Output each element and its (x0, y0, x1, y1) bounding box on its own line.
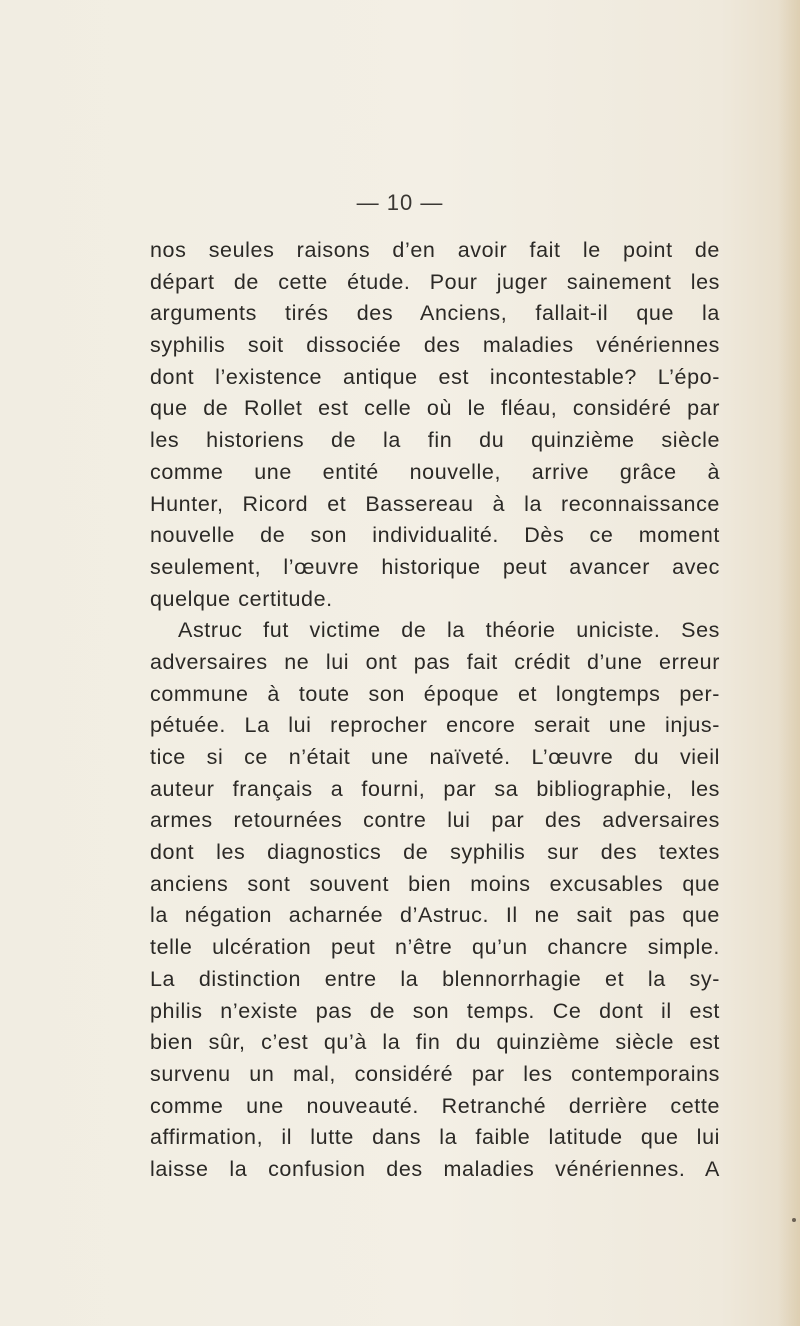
text-line: survenu un mal, considéré par les contemporains (150, 1061, 720, 1086)
text-line: nouvelle de son individualité. Dès ce moment (150, 523, 720, 548)
text-line: dont l’existence antique est incontestable? L’épo- (150, 364, 720, 389)
text-line: telle ulcération peut n’être qu’un chancre simple. (150, 935, 720, 960)
paragraph (150, 615, 720, 1185)
text-line: dont les diagnostics de syphilis sur des textes (150, 840, 720, 865)
text-line: philis n’existe pas de son temps. Ce dont il est (150, 998, 720, 1023)
text-line: quelque certitude. (150, 586, 333, 611)
text-line: tice si ce n’était une naïveté. L’œuvre du vieil (150, 745, 720, 769)
text-line: Hunter, Ricord et Bassereau à la reconnaissance (150, 491, 720, 516)
text-line: bien sûr, c’est qu’à la fin du quinzième siècle est (150, 1030, 720, 1055)
text-line: nos seules raisons d’en avoir fait le point de (150, 238, 720, 262)
paragraph (150, 235, 720, 615)
paper-speck (792, 1218, 796, 1222)
text-line: arguments tirés des Anciens, fallait-il que la (150, 301, 720, 326)
text-line: que de Rollet est celle où le fléau, considéré par (150, 396, 720, 421)
text-line: les historiens de la fin du quinzième siècle (150, 428, 720, 453)
text-line: départ de cette étude. Pour juger sainement les (150, 269, 720, 294)
text-line: comme une entité nouvelle, arrive grâce à (150, 459, 720, 484)
text-line: commune à toute son époque et longtemps per- (150, 681, 720, 706)
body-text (150, 235, 720, 1186)
text-line: seulement, l’œuvre historique peut avancer avec (150, 554, 720, 579)
text-line: anciens sont souvent bien moins excusables que (150, 871, 720, 896)
text-line: la négation acharnée d’Astruc. Il ne sait pas que (150, 903, 720, 928)
text-line: auteur français a fourni, par sa bibliographie, les (150, 776, 720, 801)
text-line: syphilis soit dissociée des maladies vénériennes (150, 333, 720, 358)
page-number (0, 190, 800, 216)
text-line: laisse la confusion des maladies vénériennes. A (150, 1156, 720, 1181)
text-line: affirmation, il lutte dans la faible latitude que lui (150, 1125, 720, 1150)
page-number-text: — 10 — (356, 190, 444, 215)
text-line: comme une nouveauté. Retranché derrière cette (150, 1093, 720, 1118)
text-line: armes retournées contre lui par des adversaires (150, 808, 720, 833)
text-line: Astruc fut victime de la théorie uniciste. Ses (178, 618, 720, 643)
text-line: adversaires ne lui ont pas fait crédit d’une erreur (150, 649, 720, 674)
text-line: La distinction entre la blennorrhagie et la sy- (150, 966, 720, 991)
text-line: pétuée. La lui reprocher encore serait une injus- (150, 713, 720, 738)
